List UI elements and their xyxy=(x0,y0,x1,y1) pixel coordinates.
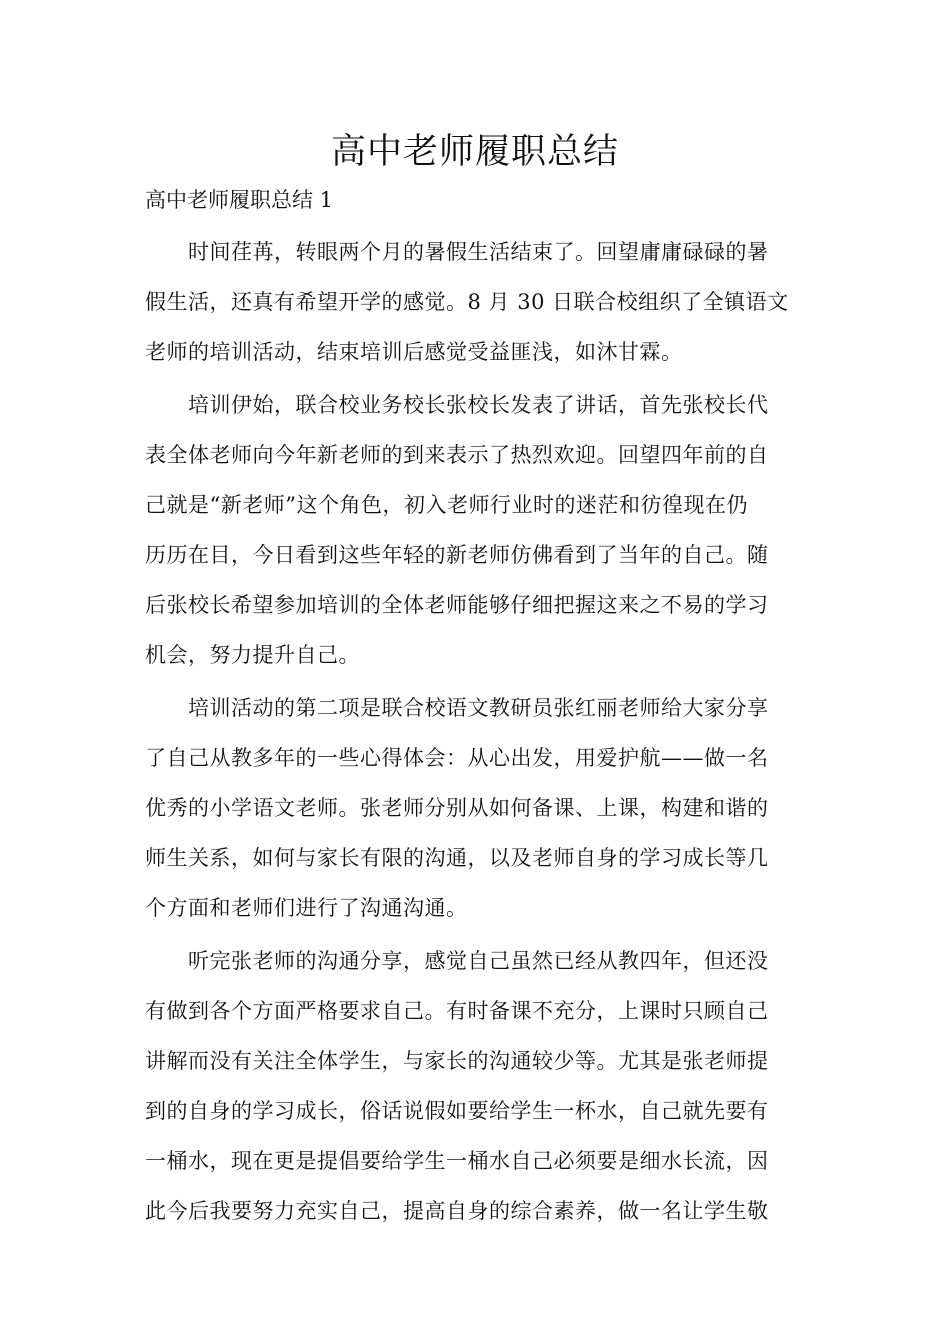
paragraph-line: 机会，努力提升自己。 xyxy=(145,643,360,667)
paragraph-line: 培训伊始，联合校业务校长张校长发表了讲话，首先张校长代 xyxy=(145,393,769,417)
paragraph-line: 了自己从教多年的一些心得体会：从心出发，用爱护航——做一名 xyxy=(145,746,769,770)
paragraph-4 xyxy=(145,941,817,1241)
paragraph-line: 己就是“新老师”这个角色，初入老师行业时的迷茫和彷徨现在仍 xyxy=(145,493,748,517)
paragraph-2 xyxy=(145,385,817,685)
section-heading: 高中老师履职总结 1 xyxy=(145,188,334,212)
document-title: 高中老师履职总结 xyxy=(330,132,619,172)
paragraph-line: 优秀的小学语文老师。张老师分别从如何备课、上课，构建和谐的 xyxy=(145,796,769,820)
paragraph-line: 师生关系，如何与家长有限的沟通，以及老师自身的学习成长等几 xyxy=(145,846,769,870)
paragraph-line: 到的自身的学习成长，俗话说假如要给学生一杯水，自己就先要有 xyxy=(145,1099,769,1123)
paragraph-line: 老师的培训活动，结束培训后感觉受益匪浅，如沐甘霖。 xyxy=(145,340,683,364)
document-body xyxy=(145,232,817,1244)
paragraph-line: 历历在目，今日看到这些年轻的新老师仿佛看到了当年的自己。随 xyxy=(145,543,769,567)
paragraph-line: 有做到各个方面严格要求自己。有时备课不充分，上课时只顾自己 xyxy=(145,999,769,1023)
paragraph-1 xyxy=(145,232,817,382)
paragraph-line: 培训活动的第二项是联合校语文教研员张红丽老师给大家分享 xyxy=(145,696,769,720)
paragraph-line: 假生活，还真有希望开学的感觉。8 月 30 日联合校组织了全镇语文 xyxy=(145,290,789,314)
paragraph-line: 后张校长希望参加培训的全体老师能够仔细把握这来之不易的学习 xyxy=(145,593,769,617)
paragraph-line: 表全体老师向今年新老师的到来表示了热烈欢迎。回望四年前的自 xyxy=(145,443,769,467)
paragraph-line: 讲解而没有关注全体学生，与家长的沟通较少等。尤其是张老师提 xyxy=(145,1049,769,1073)
paragraph-line: 时间荏苒，转眼两个月的暑假生活结束了。回望庸庸碌碌的暑 xyxy=(145,240,769,264)
paragraph-line: 听完张老师的沟通分享，感觉自己虽然已经从教四年，但还没 xyxy=(145,949,769,973)
paragraph-line: 个方面和老师们进行了沟通沟通。 xyxy=(145,896,468,920)
paragraph-line: 此今后我要努力充实自己，提高自身的综合素养，做一名让学生敬 xyxy=(145,1199,769,1223)
paragraph-line: 一桶水，现在更是提倡要给学生一桶水自己必须要是细水长流，因 xyxy=(145,1149,769,1173)
paragraph-3 xyxy=(145,688,817,938)
